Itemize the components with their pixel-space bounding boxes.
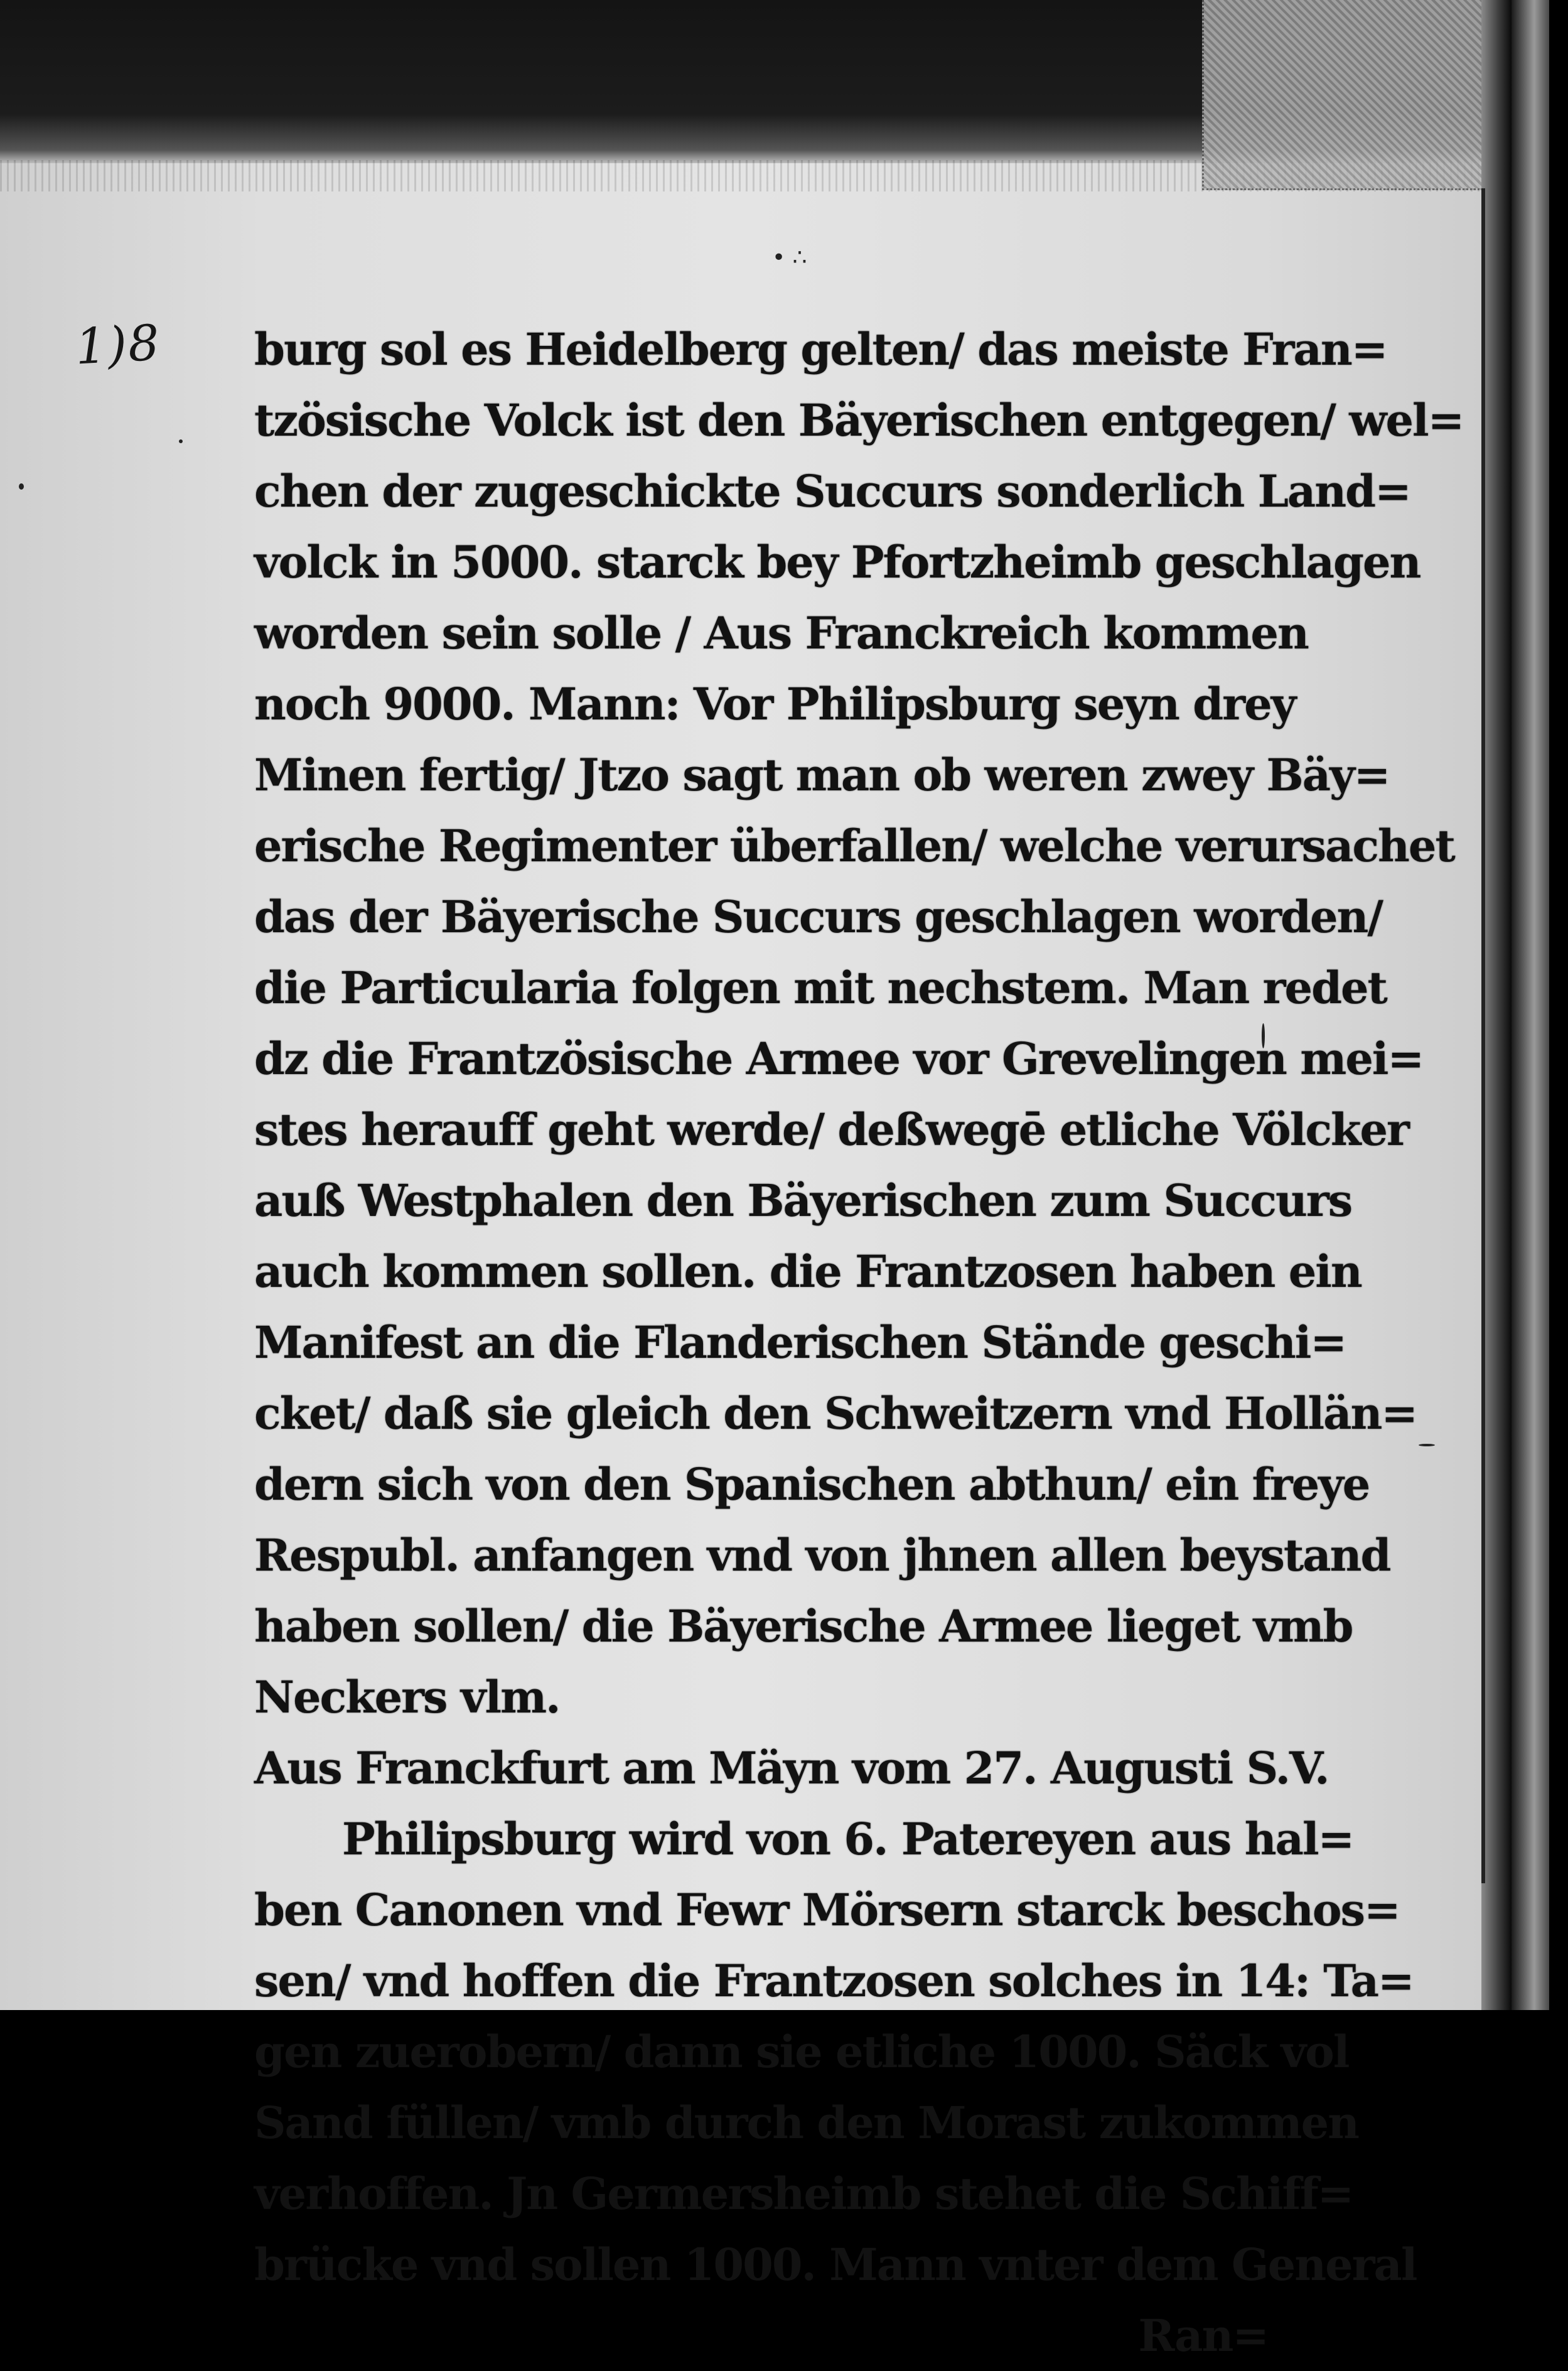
text-line: auß Westphalen den Bäyerischen zum Succurs <box>254 1175 1352 1227</box>
text-line: Sand füllen/ vmb durch den Morast zukommen <box>254 2097 1359 2149</box>
text-line: sen/ vnd hoffen die Frantzosen solches in 14: Ta= <box>254 1955 1414 2007</box>
text-line: verhoffen. Jn Germersheimb stehet die Schiff= <box>254 2168 1353 2220</box>
text-line: Manifest an die Flanderischen Stände geschi= <box>254 1316 1346 1368</box>
text-line: worden sein solle / Aus Franckreich kommen <box>254 607 1308 659</box>
text-line: das der Bäyerische Succurs geschlagen worden/ <box>254 891 1382 943</box>
text-line: haben sollen/ die Bäyerische Armee lieget vmb <box>254 1600 1353 1652</box>
text-line: brücke vnd sollen 1000. Mann vnter dem General <box>254 2239 1417 2291</box>
text-line: dern sich von den Spanischen abthun/ ein freye <box>254 1458 1370 1510</box>
text-line: chen der zugeschickte Succurs sonderlich Land= <box>254 465 1410 517</box>
margin-folio-note: 1)8 <box>73 315 162 376</box>
catchword: Ran= <box>1138 2309 1268 2362</box>
page-edge-rule <box>1481 188 1485 1883</box>
text-line: erische Regimenter überfallen/ welche verursachet <box>254 820 1454 872</box>
text-line: tzösische Volck ist den Bäyerischen entgegen/ wel= <box>254 394 1464 446</box>
text-line: Philipsburg wird von 6. Patereyen aus hal= <box>342 1813 1354 1865</box>
margin-speck <box>179 439 183 443</box>
text-line: noch 9000. Mann: Vor Philipsburg seyn drey <box>254 678 1296 730</box>
bleed-through-box <box>1202 0 1483 190</box>
scan-right-border <box>1512 0 1549 2010</box>
margin-speck <box>1419 1444 1435 1446</box>
text-body <box>254 314 1464 2371</box>
text-line: burg sol es Heidelberg gelten/ das meiste Fran= <box>254 323 1387 375</box>
text-line: dz die Frantzösische Armee vor Grevelingen mei= <box>254 1033 1424 1085</box>
text-line: auch kommen sollen. die Frantzosen haben ein <box>254 1245 1361 1298</box>
page-edge-shadow <box>1481 0 1512 2010</box>
text-line: volck in 5000. starck bey Pfortzheimb geschlagen <box>254 536 1420 588</box>
text-line: Minen fertig/ Jtzo sagt man ob weren zwey Bäy= <box>254 749 1390 801</box>
section-heading: Aus Franckfurt am Mäyn vom 27. Augusti S.V. <box>254 1742 1329 1794</box>
text-line: stes herauff geht werde/ deßwegē etliche Völcker <box>254 1104 1409 1156</box>
margin-speck <box>19 483 24 490</box>
ornament-mark: • ∴ <box>772 245 807 271</box>
text-line: gen zuerobern/ dann sie etliche 1000. Säck vol <box>254 2026 1349 2078</box>
text-line: Neckers vlm. <box>254 1671 560 1723</box>
text-line: Respubl. anfangen vnd von jhnen allen beystand <box>254 1529 1390 1581</box>
text-line: ben Canonen vnd Fewr Mörsern starck beschos= <box>254 1884 1400 1936</box>
text-line: die Particularia folgen mit nechstem. Man redet <box>254 962 1387 1014</box>
text-line: cket/ daß sie gleich den Schweitzern vnd Hollän= <box>254 1387 1417 1439</box>
